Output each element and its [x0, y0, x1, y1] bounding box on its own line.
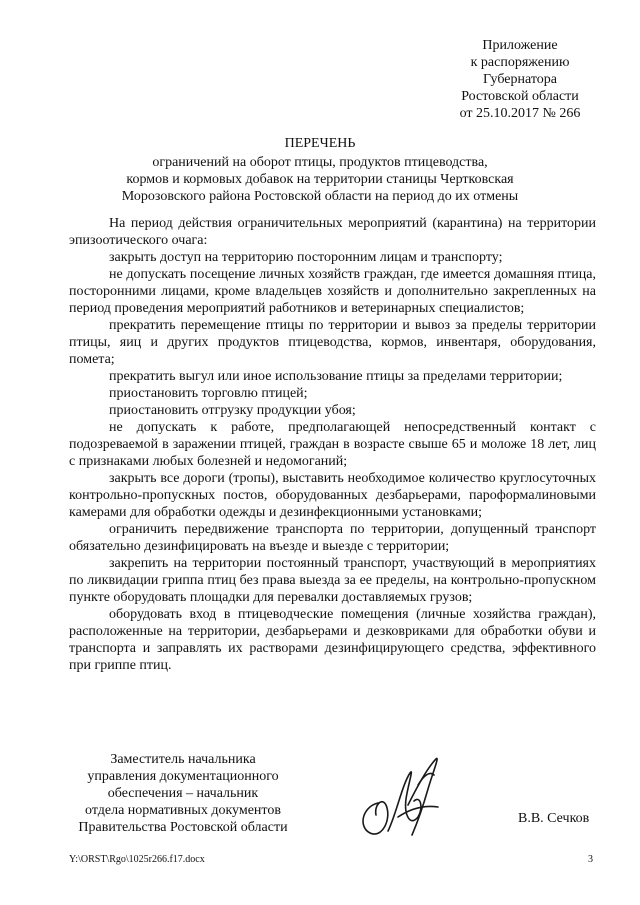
signatory-title-line: отдела нормативных документов: [85, 803, 281, 818]
subtitle-line: ограничений на оборот птицы, продуктов птицеводства,: [152, 155, 488, 170]
document-subtitle: [40, 154, 600, 205]
file-path: Y:\ORST\Rgo\1025r266.f17.docx: [69, 854, 205, 865]
handwritten-signature: [348, 745, 448, 850]
page-number: 3: [588, 854, 593, 865]
appendix-line: Ростовской области: [461, 89, 579, 104]
appendix-line: Губернатора: [482, 72, 558, 87]
signatory-title: [60, 751, 306, 836]
restriction-item: оборудовать вход в птицеводческие помещения (личные хозяйства граждан), расположенные на территории, дезбарьерами и дезковриками для обработки обуви и транспорта и заправлять их растворами дезинфицирующего средства, эффективного при гриппе птиц.: [69, 607, 596, 673]
appendix-line: к распоряжению: [470, 55, 570, 70]
restriction-item: приостановить отгрузку продукции убоя;: [109, 403, 356, 418]
appendix-line: Приложение: [482, 38, 558, 53]
restriction-item: прекратить выгул или иное использование птицы за пределами территории;: [109, 369, 563, 384]
signatory-title-line: обеспечения – начальник: [107, 786, 259, 801]
appendix-line: от 25.10.2017 № 266: [459, 106, 581, 121]
subtitle-line: Морозовского района Ростовской области на период до их отмены: [121, 189, 519, 204]
signatory-title-line: Правительства Ростовской области: [78, 820, 288, 835]
signatory-name: В.В. Сечков: [518, 811, 590, 826]
restriction-item: ограничить передвижение транспорта по территории, допущенный транспорт обязательно дезинфицировать на въезде и выезде с территории;: [69, 522, 596, 554]
restriction-item: не допускать посещение личных хозяйств граждан, где имеется домашняя птица, посторонними лицами, кроме владельцев хозяйств и дополнительно закрепленных на период проведения мероприятий работников и ветеринарных специалистов;: [69, 267, 596, 316]
restriction-item: приостановить торговлю птицей;: [109, 386, 308, 401]
document-body: [69, 215, 596, 674]
subtitle-line: кормов и кормовых добавок на территории станицы Чертковская: [126, 172, 514, 187]
signatory-title-line: Заместитель начальника: [110, 752, 256, 767]
intro-paragraph: На период действия ограничительных мероприятий (карантина) на территории эпизоотического очага:: [69, 216, 596, 248]
restriction-item: закрыть все дороги (тропы), выставить необходимое количество круглосуточных контрольно-пропускных постов, оборудованных дезбарьерами, пароформалиновыми камерами для обработки одежды и дезинфекционными установками;: [69, 471, 596, 520]
restriction-item: закрыть доступ на территорию посторонним лицам и транспорту;: [109, 250, 503, 265]
restriction-item: закрепить на территории постоянный транспорт, участвующий в мероприятиях по ликвидации гриппа птиц без права выезда за ее пределы, на контрольно-пропускном пункте оборудовать площадки для перевалки доставляемых грузов;: [69, 556, 596, 605]
document-title: ПЕРЕЧЕНЬ: [284, 136, 356, 151]
restriction-item: не допускать к работе, предполагающей непосредственный контакт с подозреваемой в заражении птицей, граждан в возрасте свыше 65 и моложе 18 лет, лиц с признаками любых болезней и недомоганий;: [69, 420, 596, 469]
appendix-block: [420, 37, 620, 122]
restriction-item: прекратить перемещение птицы по территории и вывоз за пределы территории птицы, яиц и других продуктов птицеводства, кормов, инвентаря, оборудования, помета;: [69, 318, 596, 367]
signatory-title-line: управления документационного: [87, 769, 279, 784]
